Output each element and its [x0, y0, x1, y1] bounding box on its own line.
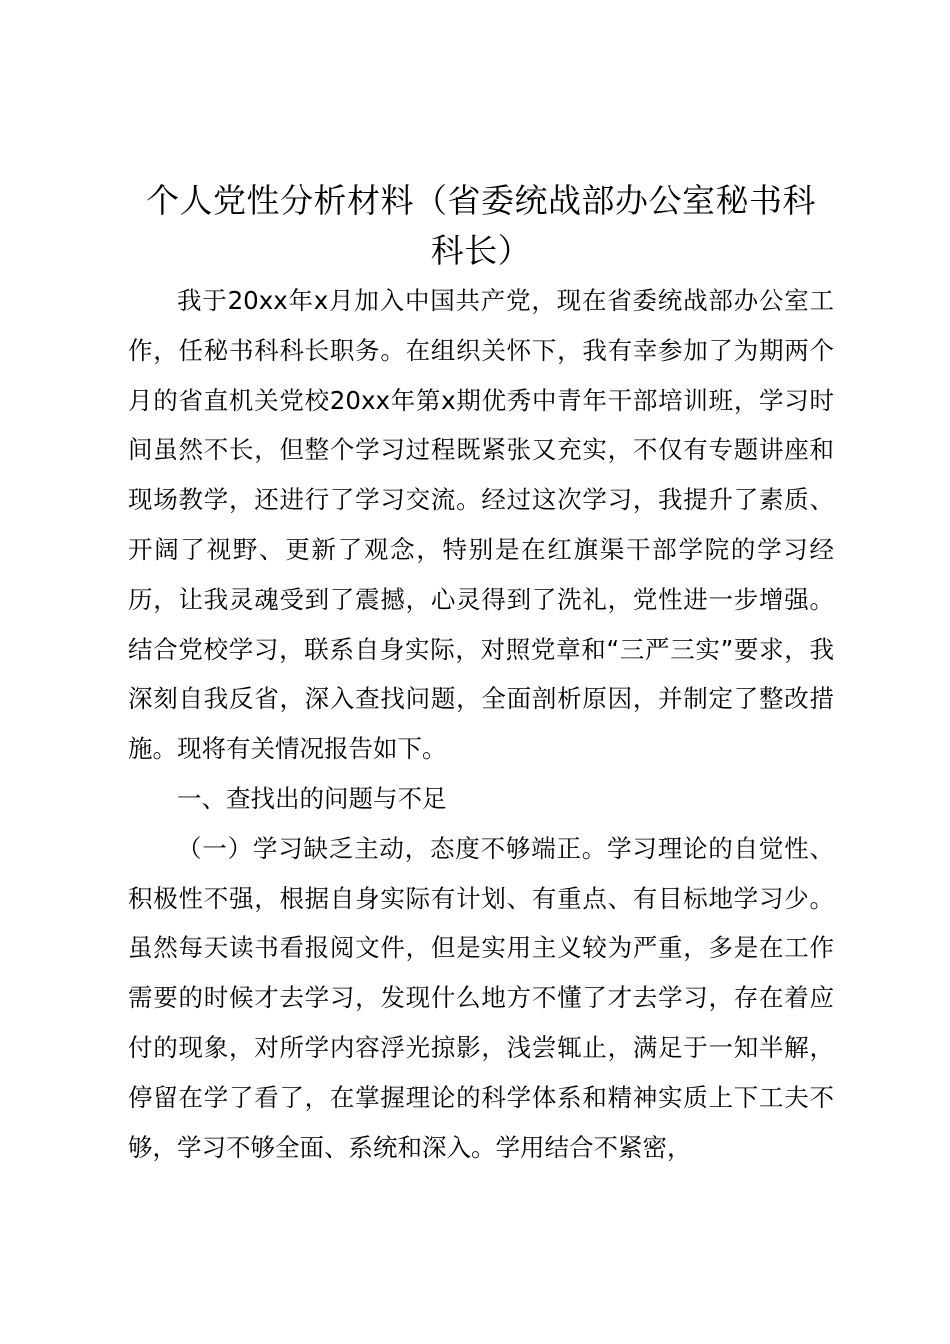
document-body [128, 176, 834, 1172]
title-line-2: 科长） [430, 231, 532, 270]
document-title [128, 176, 834, 276]
section-1-paragraph: （一）学习缺乏主动，态度不够端正。学习理论的自觉性、积极性不强，根据自身实际有计划、有重点、有目标地学习少。虽然每天读书看报阅文件，但是实用主义较为严重，多是在工作需要的时候才去学习，发现什么地方不懂了才去学习，存在着应付的现象，对所学内容浮光掠影，浅尝辄止，满足于一知半解，停留在学了看了，在掌握理论的科学体系和精神实质上下工夫不够，学习不够全面、系统和深入。学用结合不紧密， [128, 833, 834, 1162]
intro-paragraph: 我于20xx年x月加入中国共产党，现在省委统战部办公室工作，任秘书科科长职务。在组织关怀下，我有幸参加了为期两个月的省直机关党校20xx年第x期优秀中青年干部培训班，学习时间虽然不长，但整个学习过程既紧张又充实，不仅有专题讲座和现场教学，还进行了学习交流。经过这次学习，我提升了素质、开阔了视野、更新了观念，特别是在红旗渠干部学院的学习经历，让我灵魂受到了震撼，心灵得到了洗礼，党性进一步增强。结合党校学习，联系自身实际，对照党章和“三严三实”要求，我深刻自我反省，深入查找问题，全面剖析原因，并制定了整改措施。现将有关情况报告如下。 [128, 286, 834, 764]
section-1-heading: 一、查找出的问题与不足 [177, 783, 447, 813]
title-line-1: 个人党性分析材料（省委统战部办公室秘书科 [146, 181, 816, 220]
